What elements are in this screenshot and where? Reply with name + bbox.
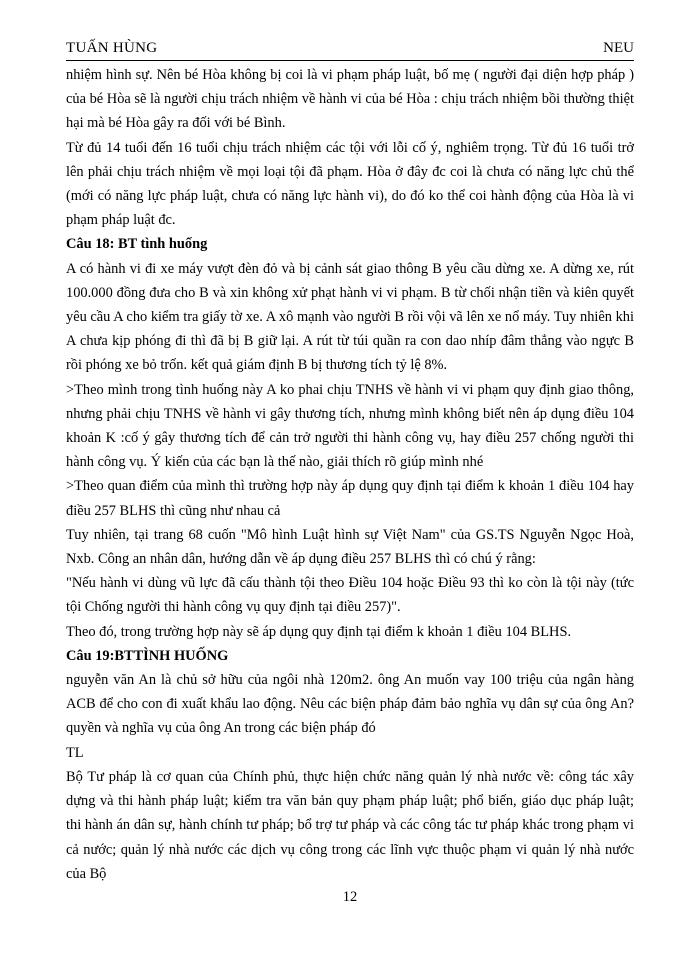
- paragraph: Theo đó, trong trường hợp này sẽ áp dụng quy định tại điểm k khoản 1 điều 104 BLHS.: [66, 623, 572, 640]
- question-18-heading: Câu 18: BT tình huống: [66, 236, 208, 253]
- page-number: 12: [342, 889, 358, 905]
- paragraph: nguyễn văn An là chủ sở hữu của ngôi nhà 120m2. ông An muốn vay 100 triệu của ngân hàng ACB để cho con đi xuất khẩu lao động. Nêu các biện pháp đảm bảo nghĩa vụ dân sự của ông An? quyền và nghĩa vụ của ông An trong các biện pháp đó: [66, 672, 634, 737]
- page-header: [66, 40, 634, 61]
- paragraph: Từ đủ 14 tuổi đến 16 tuổi chịu trách nhiệm các tội với lỗi cố ý, nghiêm trọng. Từ đủ 16 tuổi trở lên phải chịu trách nhiệm về mọi loại tội đã phạm. Hòa ở đây đc coi là chưa có năng lực chủ thể (mới có năng lực pháp luật, chưa có năng lực hành vi), do đó ko thể coi hành động của Hòa là vi phạm pháp luật đc.: [66, 139, 634, 229]
- paragraph: Bộ Tư pháp là cơ quan của Chính phủ, thực hiện chức năng quản lý nhà nước về: công tác xây dựng và thi hành pháp luật; kiểm tra văn bản quy phạm pháp luật; phổ biến, giáo dục pháp luật; thi hành án dân sự, hành chính tư pháp; bổ trợ tư pháp và các công tác tư pháp khác trong phạm vi cả nước; quản lý nhà nước các dịch vụ công trong các lĩnh vực thuộc phạm vi quản lý nhà nước của Bộ: [66, 768, 634, 882]
- header-author: TUẤN HÙNG: [66, 40, 158, 56]
- header-org: NEU: [603, 40, 634, 56]
- document-body: [66, 63, 634, 886]
- paragraph: "Nếu hành vi dùng vũ lực đã cấu thành tội theo Điều 104 hoặc Điều 93 thì ko còn là tội này (tức tội Chống người thi hành công vụ quy định tại điều 257)".: [66, 575, 634, 616]
- paragraph: Tuy nhiên, tại trang 68 cuốn "Mô hình Luật hình sự Việt Nam" của GS.TS Nguyễn Ngọc Hoà, Nxb. Công an nhân dân, hướng dẫn về áp dụng điều 257 BLHS thì có chú ý rằng:: [66, 526, 634, 568]
- question-19-heading: Câu 19:BTTÌNH HUỐNG: [66, 647, 229, 664]
- paragraph: A có hành vi đi xe máy vượt đèn đỏ và bị cảnh sát giao thông B yêu cầu dừng xe. A dừng xe, rút 100.000 đồng đưa cho B và xin không xử phạt hành vi vi phạm. B từ chối nhận tiền và kiên quyết yêu cầu A cho kiểm tra giấy tờ xe. A xô mạnh vào người B rồi vội vã lên xe nổ máy. Tuy nhiên khi A chưa kịp phóng đi thì đã bị B giữ lại. A rút từ túi quần ra con dao nhíp đâm thẳng vào ngực B rồi phóng xe bỏ trốn. kết quả giám định B bị thương tích tỷ lệ 8%.: [66, 260, 634, 374]
- answer-label: TL: [66, 744, 84, 761]
- paragraph: nhiệm hình sự. Nên bé Hòa không bị coi là vi phạm pháp luật, bố mẹ ( người đại diện hợp pháp ) của bé Hòa sẽ là người chịu trách nhiệm về hành vi của bé Hòa : chịu trách nhiệm bồi thường thiệt hại mà bé Hòa gây ra đối với bé Bình.: [66, 67, 634, 132]
- paragraph: >Theo quan điểm của mình thì trường hợp này áp dụng quy định tại điểm k khoản 1 điều 104 hay điều 257 BLHS thì cũng như nhau cả: [66, 478, 634, 519]
- paragraph: >Theo mình trong tình huống này A ko phai chịu TNHS về hành vi vi phạm quy định giao thông, nhưng phải chịu TNHS về hành vi gây thương tích, nhưng mình không biết nên áp dụng điều 104 khoản K :cố ý gây thương tích để cản trở người thi hành công vụ, hay điều 257 chống người thi hành công vụ. Ý kiến của các bạn là thế nào, giải thích rõ giúp mình nhé: [66, 381, 634, 471]
